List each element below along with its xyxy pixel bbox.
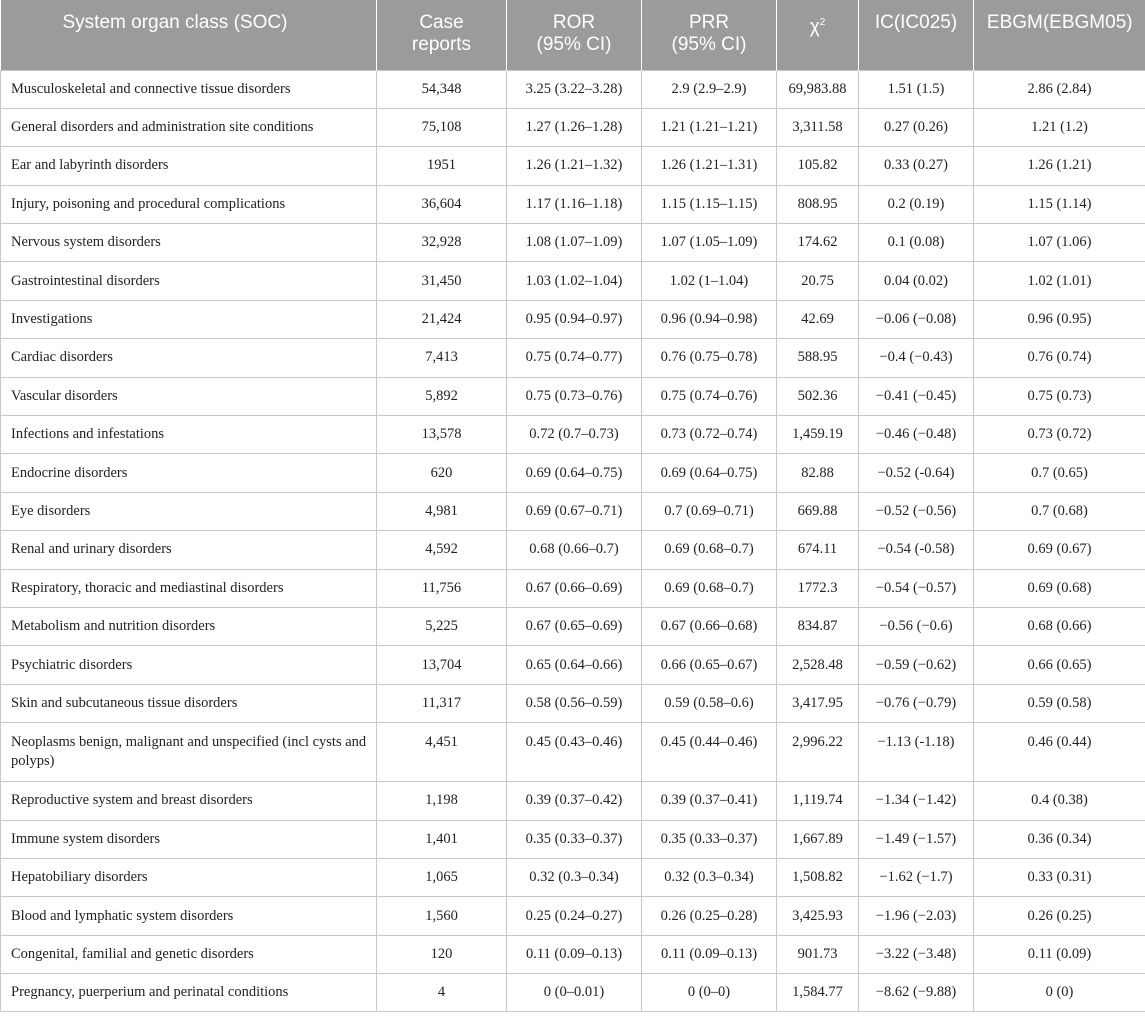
cell-case-reports: 32,928 (377, 224, 507, 262)
header-ebgm: EBGM(EBGM05) (974, 0, 1145, 70)
cell-case-reports: 120 (377, 935, 507, 973)
cell-chi-square: 1,119.74 (777, 782, 859, 820)
cell-soc: Musculoskeletal and connective tissue disorders (1, 70, 377, 108)
cell-ror: 1.27 (1.26–1.28) (507, 108, 642, 146)
cell-soc: Blood and lymphatic system disorders (1, 897, 377, 935)
table-header (1, 0, 1145, 70)
cell-ror: 0.68 (0.66–0.7) (507, 531, 642, 569)
cell-case-reports: 4,451 (377, 723, 507, 782)
cell-ebgm: 0.69 (0.68) (974, 569, 1145, 607)
cell-case-reports: 620 (377, 454, 507, 492)
cell-soc: Nervous system disorders (1, 224, 377, 262)
cell-case-reports: 1,065 (377, 858, 507, 896)
cell-chi-square: 174.62 (777, 224, 859, 262)
cell-soc: Neoplasms benign, malignant and unspecified (incl cysts and polyps) (1, 723, 377, 782)
cell-chi-square: 69,983.88 (777, 70, 859, 108)
cell-soc: Eye disorders (1, 492, 377, 530)
cell-soc: Skin and subcutaneous tissue disorders (1, 684, 377, 722)
cell-prr: 1.26 (1.21–1.31) (642, 147, 777, 185)
cell-ror: 3.25 (3.22–3.28) (507, 70, 642, 108)
cell-case-reports: 21,424 (377, 300, 507, 338)
table-row (1, 147, 1145, 185)
cell-prr: 0.39 (0.37–0.41) (642, 782, 777, 820)
cell-prr: 0.26 (0.25–0.28) (642, 897, 777, 935)
cell-case-reports: 31,450 (377, 262, 507, 300)
cell-soc: Metabolism and nutrition disorders (1, 607, 377, 645)
cell-ebgm: 0.26 (0.25) (974, 897, 1145, 935)
cell-ebgm: 0.11 (0.09) (974, 935, 1145, 973)
cell-ic: 0.33 (0.27) (859, 147, 974, 185)
cell-case-reports: 5,892 (377, 377, 507, 415)
cell-prr: 0.11 (0.09–0.13) (642, 935, 777, 973)
cell-ic: −3.22 (−3.48) (859, 935, 974, 973)
cell-ic: −0.4 (−0.43) (859, 339, 974, 377)
table-row (1, 300, 1145, 338)
cell-prr: 0.66 (0.65–0.67) (642, 646, 777, 684)
cell-case-reports: 54,348 (377, 70, 507, 108)
cell-ebgm: 1.15 (1.14) (974, 185, 1145, 223)
cell-ic: −0.54 (-0.58) (859, 531, 974, 569)
table-row (1, 224, 1145, 262)
table-row (1, 935, 1145, 973)
cell-ic: −0.41 (−0.45) (859, 377, 974, 415)
cell-case-reports: 4,592 (377, 531, 507, 569)
table-body (1, 70, 1145, 1012)
cell-ror: 0.75 (0.74–0.77) (507, 339, 642, 377)
cell-ebgm: 0.59 (0.58) (974, 684, 1145, 722)
cell-case-reports: 1,560 (377, 897, 507, 935)
cell-soc: Gastrointestinal disorders (1, 262, 377, 300)
header-ror: ROR (95% CI) (507, 0, 642, 70)
table-row (1, 782, 1145, 820)
cell-case-reports: 4 (377, 974, 507, 1012)
cell-ic: −1.62 (−1.7) (859, 858, 974, 896)
table-row (1, 454, 1145, 492)
cell-prr: 0 (0–0) (642, 974, 777, 1012)
cell-soc: Pregnancy, puerperium and perinatal conditions (1, 974, 377, 1012)
cell-case-reports: 1,401 (377, 820, 507, 858)
cell-case-reports: 13,578 (377, 416, 507, 454)
cell-soc: Psychiatric disorders (1, 646, 377, 684)
cell-ror: 0.45 (0.43–0.46) (507, 723, 642, 782)
cell-ror: 0.69 (0.64–0.75) (507, 454, 642, 492)
cell-chi-square: 1,667.89 (777, 820, 859, 858)
cell-ic: −0.56 (−0.6) (859, 607, 974, 645)
cell-soc: Infections and infestations (1, 416, 377, 454)
cell-ebgm: 1.07 (1.06) (974, 224, 1145, 262)
cell-ror: 1.03 (1.02–1.04) (507, 262, 642, 300)
table-row (1, 108, 1145, 146)
cell-soc: Renal and urinary disorders (1, 531, 377, 569)
cell-ror: 0.11 (0.09–0.13) (507, 935, 642, 973)
table-row (1, 820, 1145, 858)
cell-case-reports: 75,108 (377, 108, 507, 146)
cell-ic: −1.34 (−1.42) (859, 782, 974, 820)
cell-soc: Cardiac disorders (1, 339, 377, 377)
cell-ror: 0.58 (0.56–0.59) (507, 684, 642, 722)
cell-ic: −0.52 (−0.56) (859, 492, 974, 530)
cell-chi-square: 808.95 (777, 185, 859, 223)
cell-ebgm: 0 (0) (974, 974, 1145, 1012)
cell-ic: −0.76 (−0.79) (859, 684, 974, 722)
table-row (1, 492, 1145, 530)
cell-chi-square: 669.88 (777, 492, 859, 530)
cell-ebgm: 0.68 (0.66) (974, 607, 1145, 645)
table-row (1, 974, 1145, 1012)
header-case-reports: Case reports (377, 0, 507, 70)
cell-chi-square: 2,996.22 (777, 723, 859, 782)
cell-case-reports: 1,198 (377, 782, 507, 820)
cell-ror: 0.25 (0.24–0.27) (507, 897, 642, 935)
cell-prr: 1.15 (1.15–1.15) (642, 185, 777, 223)
cell-prr: 0.45 (0.44–0.46) (642, 723, 777, 782)
cell-ic: 1.51 (1.5) (859, 70, 974, 108)
cell-chi-square: 3,425.93 (777, 897, 859, 935)
cell-ebgm: 0.73 (0.72) (974, 416, 1145, 454)
cell-ic: −0.46 (−0.48) (859, 416, 974, 454)
cell-ror: 0.65 (0.64–0.66) (507, 646, 642, 684)
cell-ror: 0.75 (0.73–0.76) (507, 377, 642, 415)
cell-prr: 0.7 (0.69–0.71) (642, 492, 777, 530)
cell-ic: −0.06 (−0.08) (859, 300, 974, 338)
cell-ebgm: 1.26 (1.21) (974, 147, 1145, 185)
cell-chi-square: 42.69 (777, 300, 859, 338)
cell-chi-square: 834.87 (777, 607, 859, 645)
table-row (1, 531, 1145, 569)
cell-case-reports: 4,981 (377, 492, 507, 530)
cell-ror: 1.17 (1.16–1.18) (507, 185, 642, 223)
cell-case-reports: 11,756 (377, 569, 507, 607)
cell-prr: 0.76 (0.75–0.78) (642, 339, 777, 377)
cell-prr: 2.9 (2.9–2.9) (642, 70, 777, 108)
cell-case-reports: 1951 (377, 147, 507, 185)
cell-prr: 1.21 (1.21–1.21) (642, 108, 777, 146)
cell-ror: 1.26 (1.21–1.32) (507, 147, 642, 185)
cell-soc: Endocrine disorders (1, 454, 377, 492)
cell-ic: −0.52 (-0.64) (859, 454, 974, 492)
table-row (1, 339, 1145, 377)
header-soc: System organ class (SOC) (1, 0, 377, 70)
cell-soc: Immune system disorders (1, 820, 377, 858)
cell-soc: Investigations (1, 300, 377, 338)
header-chi-square: $\chi^2$ (777, 0, 859, 70)
cell-chi-square: 588.95 (777, 339, 859, 377)
table-row (1, 897, 1145, 935)
cell-ror: 0 (0–0.01) (507, 974, 642, 1012)
header-prr: PRR (95% CI) (642, 0, 777, 70)
cell-ebgm: 0.7 (0.68) (974, 492, 1145, 530)
table-row (1, 262, 1145, 300)
cell-prr: 0.73 (0.72–0.74) (642, 416, 777, 454)
cell-chi-square: 3,311.58 (777, 108, 859, 146)
cell-soc: Congenital, familial and genetic disorders (1, 935, 377, 973)
cell-chi-square: 3,417.95 (777, 684, 859, 722)
cell-ebgm: 0.33 (0.31) (974, 858, 1145, 896)
cell-ic: −1.13 (-1.18) (859, 723, 974, 782)
cell-ic: −0.59 (−0.62) (859, 646, 974, 684)
cell-ebgm: 0.66 (0.65) (974, 646, 1145, 684)
cell-chi-square: 105.82 (777, 147, 859, 185)
cell-ebgm: 0.46 (0.44) (974, 723, 1145, 782)
cell-chi-square: 502.36 (777, 377, 859, 415)
table-row (1, 607, 1145, 645)
cell-prr: 0.69 (0.68–0.7) (642, 569, 777, 607)
cell-prr: 0.35 (0.33–0.37) (642, 820, 777, 858)
cell-ror: 0.69 (0.67–0.71) (507, 492, 642, 530)
cell-prr: 0.59 (0.58–0.6) (642, 684, 777, 722)
cell-case-reports: 11,317 (377, 684, 507, 722)
header-ic: IC(IC025) (859, 0, 974, 70)
cell-ror: 0.95 (0.94–0.97) (507, 300, 642, 338)
cell-ebgm: 0.7 (0.65) (974, 454, 1145, 492)
table-row (1, 569, 1145, 607)
cell-chi-square: 1,584.77 (777, 974, 859, 1012)
cell-ror: 0.72 (0.7–0.73) (507, 416, 642, 454)
cell-prr: 0.69 (0.68–0.7) (642, 531, 777, 569)
cell-ebgm: 1.02 (1.01) (974, 262, 1145, 300)
table-row (1, 858, 1145, 896)
cell-chi-square: 901.73 (777, 935, 859, 973)
cell-chi-square: 1772.3 (777, 569, 859, 607)
cell-ic: 0.27 (0.26) (859, 108, 974, 146)
cell-ic: −1.96 (−2.03) (859, 897, 974, 935)
cell-chi-square: 2,528.48 (777, 646, 859, 684)
cell-soc: Injury, poisoning and procedural complications (1, 185, 377, 223)
cell-ebgm: 1.21 (1.2) (974, 108, 1145, 146)
cell-prr: 0.67 (0.66–0.68) (642, 607, 777, 645)
cell-chi-square: 82.88 (777, 454, 859, 492)
cell-prr: 0.75 (0.74–0.76) (642, 377, 777, 415)
cell-soc: Reproductive system and breast disorders (1, 782, 377, 820)
table-row (1, 377, 1145, 415)
table-row (1, 70, 1145, 108)
cell-ror: 0.67 (0.65–0.69) (507, 607, 642, 645)
cell-ic: −0.54 (−0.57) (859, 569, 974, 607)
cell-chi-square: 20.75 (777, 262, 859, 300)
cell-ic: 0.2 (0.19) (859, 185, 974, 223)
cell-ebgm: 0.4 (0.38) (974, 782, 1145, 820)
cell-soc: Hepatobiliary disorders (1, 858, 377, 896)
table-row (1, 416, 1145, 454)
cell-ebgm: 0.69 (0.67) (974, 531, 1145, 569)
cell-ror: 0.39 (0.37–0.42) (507, 782, 642, 820)
cell-ror: 1.08 (1.07–1.09) (507, 224, 642, 262)
table-row (1, 185, 1145, 223)
cell-soc: Vascular disorders (1, 377, 377, 415)
cell-ebgm: 0.36 (0.34) (974, 820, 1145, 858)
cell-prr: 1.02 (1–1.04) (642, 262, 777, 300)
cell-ror: 0.32 (0.3–0.34) (507, 858, 642, 896)
cell-case-reports: 36,604 (377, 185, 507, 223)
cell-case-reports: 13,704 (377, 646, 507, 684)
cell-prr: 0.96 (0.94–0.98) (642, 300, 777, 338)
cell-prr: 0.32 (0.3–0.34) (642, 858, 777, 896)
cell-prr: 0.69 (0.64–0.75) (642, 454, 777, 492)
cell-chi-square: 1,459.19 (777, 416, 859, 454)
cell-soc: General disorders and administration site conditions (1, 108, 377, 146)
cell-ebgm: 0.76 (0.74) (974, 339, 1145, 377)
cell-ic: −1.49 (−1.57) (859, 820, 974, 858)
cell-case-reports: 5,225 (377, 607, 507, 645)
cell-ebgm: 0.96 (0.95) (974, 300, 1145, 338)
cell-ror: 0.67 (0.66–0.69) (507, 569, 642, 607)
cell-soc: Respiratory, thoracic and mediastinal disorders (1, 569, 377, 607)
cell-ic: 0.1 (0.08) (859, 224, 974, 262)
cell-ebgm: 0.75 (0.73) (974, 377, 1145, 415)
table-row (1, 646, 1145, 684)
table-row (1, 723, 1145, 782)
cell-ic: 0.04 (0.02) (859, 262, 974, 300)
cell-ic: −8.62 (−9.88) (859, 974, 974, 1012)
cell-chi-square: 1,508.82 (777, 858, 859, 896)
cell-prr: 1.07 (1.05–1.09) (642, 224, 777, 262)
cell-chi-square: 674.11 (777, 531, 859, 569)
cell-soc: Ear and labyrinth disorders (1, 147, 377, 185)
cell-ebgm: 2.86 (2.84) (974, 70, 1145, 108)
cell-case-reports: 7,413 (377, 339, 507, 377)
table-row (1, 684, 1145, 722)
cell-ror: 0.35 (0.33–0.37) (507, 820, 642, 858)
